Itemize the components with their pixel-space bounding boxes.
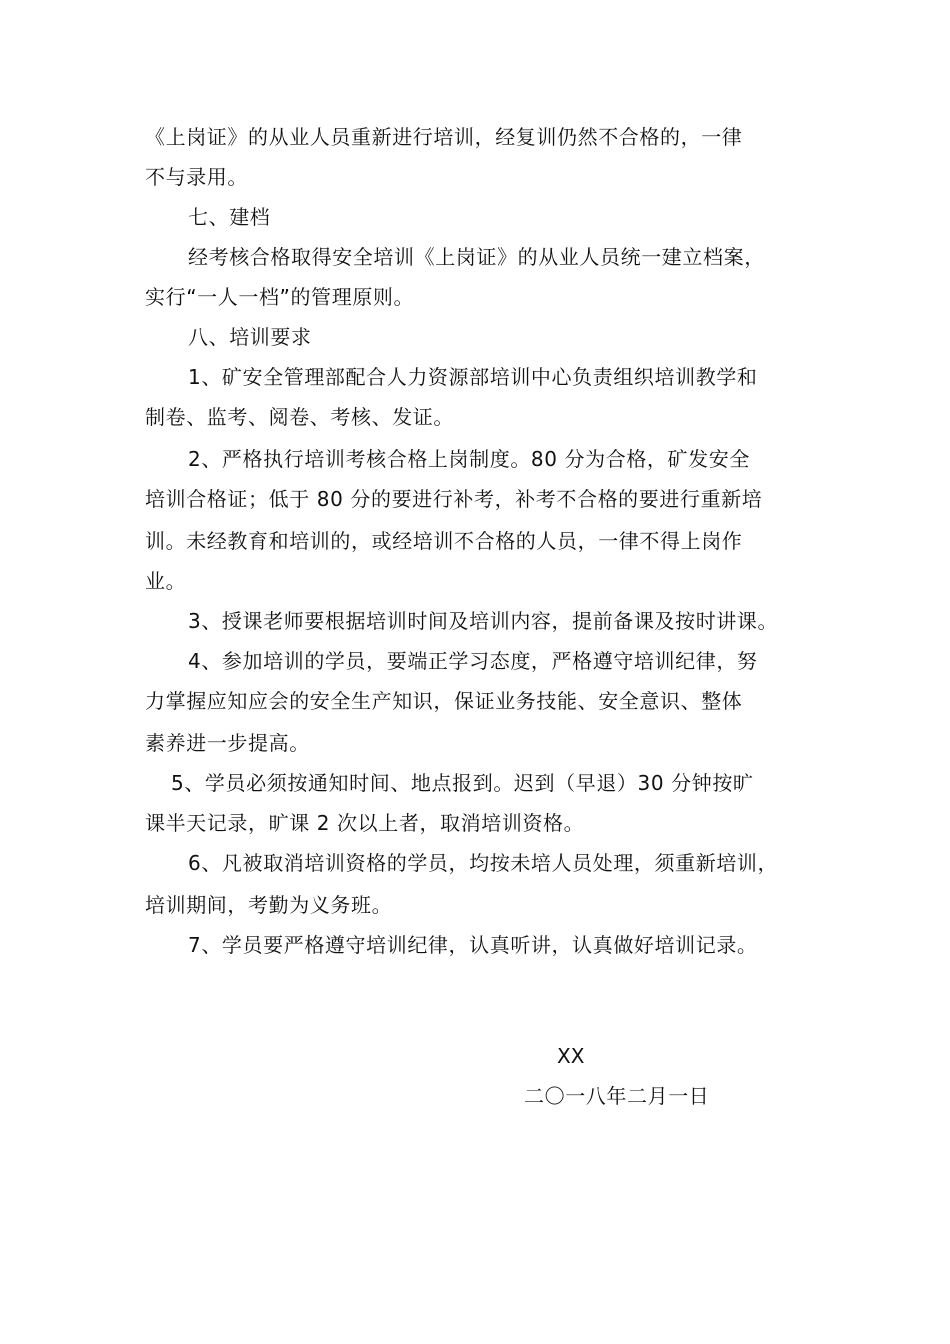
signature-name: XX	[557, 1044, 585, 1068]
list-item: 2、严格执行培训考核合格上岗制度。80 分为合格，矿发安全	[188, 447, 750, 471]
list-item: 1、矿安全管理部配合人力资源部培训中心负责组织培训教学和	[188, 365, 758, 389]
body-line: 业。	[145, 569, 187, 593]
list-item: 6、凡被取消培训资格的学员，均按未培人员处理，须重新培训，	[188, 851, 779, 875]
body-line: 素养进一步提高。	[145, 731, 310, 755]
body-line: 训。未经教育和培训的，或经培训不合格的人员，一律不得上岗作	[145, 529, 743, 553]
body-line: 培训合格证；低于 80 分的要进行补考，补考不合格的要进行重新培	[145, 487, 763, 511]
section-heading: 八、培训要求	[188, 325, 312, 349]
list-item: 7、学员要严格遵守培训纪律，认真听讲，认真做好培训记录。	[188, 933, 758, 957]
section-heading: 七、建档	[188, 205, 271, 229]
body-line: 力掌握应知应会的安全生产知识，保证业务技能、安全意识、整体	[145, 689, 743, 713]
body-line: 实行“一人一档”的管理原则。	[145, 285, 415, 309]
body-line: 经考核合格取得安全培训《上岗证》的从业人员统一建立档案，	[188, 245, 765, 269]
body-line: 培训期间，考勤为义务班。	[145, 893, 393, 917]
body-line: 制卷、监考、阅卷、考核、发证。	[145, 405, 454, 429]
list-item: 3、授课老师要根据培训时间及培训内容，提前备课及按时讲课。	[188, 609, 779, 633]
signature-date: 二〇一八年二月一日	[524, 1084, 710, 1108]
body-line: 不与录用。	[145, 165, 248, 189]
list-item: 5、学员必须按通知时间、地点报到。迟到（早退）30 分钟按旷	[171, 771, 754, 795]
body-line: 《上岗证》的从业人员重新进行培训，经复训仍然不合格的，一律	[145, 125, 743, 149]
body-line: 课半天记录，旷课 2 次以上者，取消培训资格。	[145, 811, 585, 835]
list-item: 4、参加培训的学员，要端正学习态度，严格遵守培训纪律，努	[188, 649, 758, 673]
